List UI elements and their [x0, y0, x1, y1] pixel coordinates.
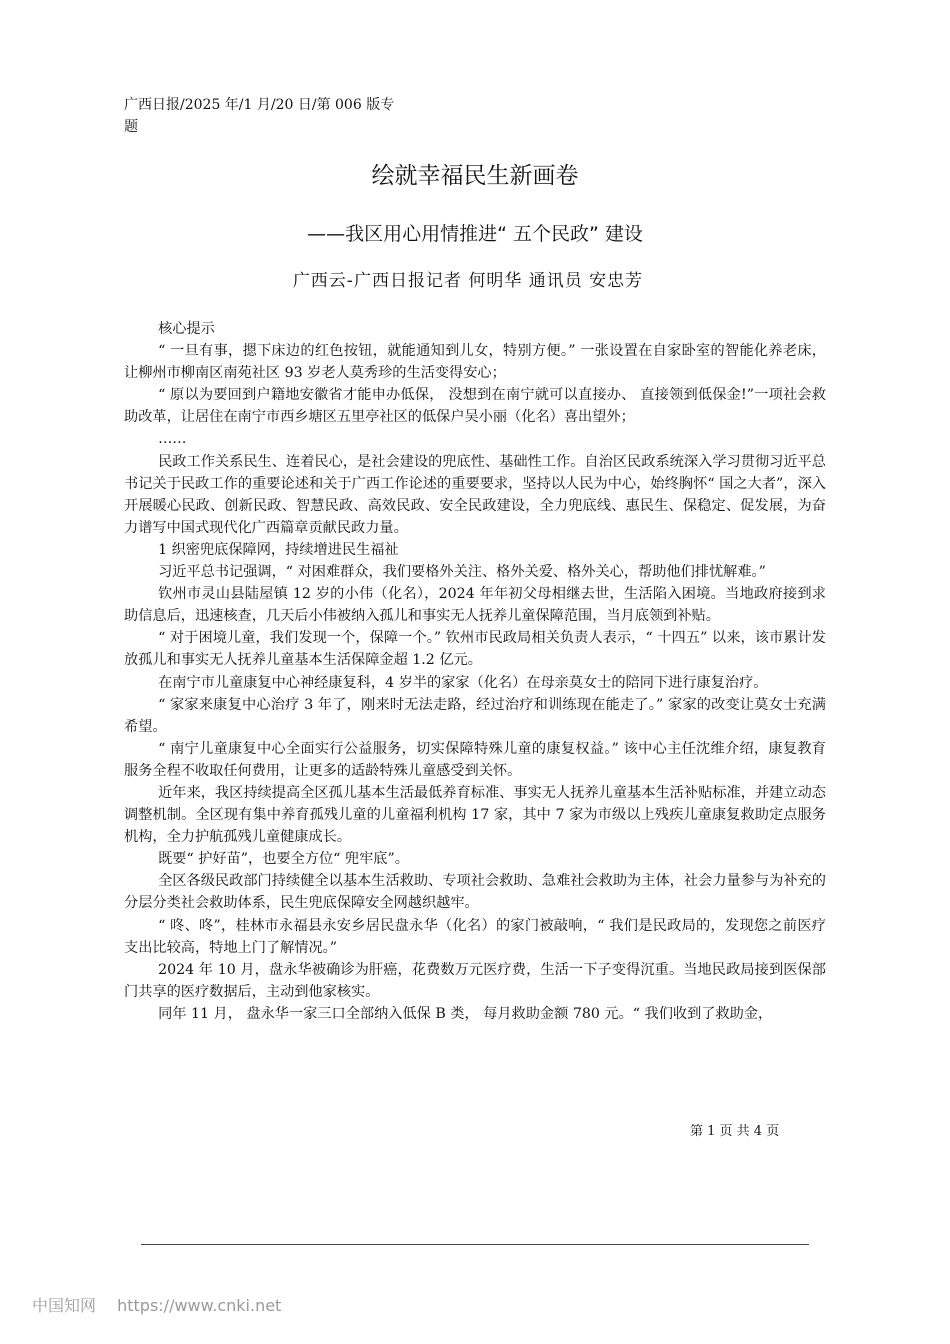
paragraph: 全区各级民政部门持续健全以基本生活救助、专项社会救助、急难社会救助为主体，社会力量参与为补充的分层分类社会救助体系，民生兜底保障安全网越织越牢。 — [124, 873, 826, 912]
paragraph: 钦州市灵山县陆屋镇 12 岁的小伟（化名），2024 年年初父母相继去世，生活陷入困境。当地政府接到求助信息后，迅速核查，几天后小伟被纳入孤儿和事实无人抚养儿童保障范围，当月底领到补贴。 — [124, 586, 826, 625]
paragraph: 同年 11 月， 盘永华一家三口全部纳入低保 B 类， 每月救助金额 780 元。“ 我们收到了救助金， — [158, 1005, 773, 1022]
page-indicator: 第 1 页 共 4 页 — [690, 1124, 780, 1139]
source-line: 广西日报/2025 年/1 月/20 日/第 006 版专题 — [124, 97, 395, 135]
watermark-url: https://www.cnki.net — [117, 1296, 282, 1315]
cnki-watermark — [32, 1294, 281, 1318]
paragraph: “ 家家来康复中心治疗 3 年了，刚来时无法走路，经过治疗和训练现在能走了。” 家家的改变让莫女士充满希望。 — [124, 696, 826, 735]
section-heading: 1 织密兜底保障网，持续增进民生福祉 — [158, 541, 399, 558]
ellipsis: …… — [158, 431, 187, 448]
watermark-brand: 中国知网 — [32, 1296, 97, 1315]
paragraph: 近年来，我区持续提高全区孤儿基本生活最低养育标准、事实无人抚养儿童基本生活补贴标准，并建立动态调整机制。全区现有集中养育孤残儿童的儿童福利机构 17 家，其中 7 家为市级以上残疾儿童康复救助定点服务机构，全力护航孤残儿童健康成长。 — [124, 784, 826, 846]
paragraph: “ 一旦有事，摁下床边的红色按钮，就能通知到儿女，特别方便。” 一张设置在自家卧室的智能化养老床，让柳州市柳南区南苑社区 93 岁老人莫秀珍的生活变得安心； — [124, 343, 826, 382]
paragraph: “ 南宁儿童康复中心全面实行公益服务，切实保障特殊儿童的康复权益。” 该中心主任沈维介绍，康复教育服务全程不收取任何费用，让更多的适龄特殊儿童感受到关怀。 — [124, 740, 826, 779]
footer-divider — [141, 1244, 809, 1245]
article-title: 绘就幸福民生新画卷 — [371, 163, 579, 189]
paragraph: “ 原以为要回到户籍地安徽省才能申办低保， 没想到在南宁就可以直接办、 直接领到低保金!”一项社会救助改革，让居住在南宁市西乡塘区五里亭社区的低保户吴小丽（化名）喜出望外； — [124, 387, 826, 426]
article-subtitle: ——我区用心用情推进“ 五个民政” 建设 — [307, 223, 643, 245]
paragraph: “ 咚、咚”，桂林市永福县永安乡居民盘永华（化名）的家门被敲响，“ 我们是民政局的，发现您之前医疗支出比较高，特地上门了解情况。” — [124, 917, 826, 956]
section-label: 核心提示 — [158, 321, 215, 337]
paragraph: 民政工作关系民生、连着民心，是社会建设的兜底性、基础性工作。自治区民政系统深入学习贯彻习近平总书记关于民政工作的重要论述和关于广西工作论述的重要要求，坚持以人民为中心，始终胸怀“ 国之大者”，深入开展暖心民政、创新民政、智慧民政、高效民政、安全民政建设，全力兜底线、惠民生、保稳定、促发展，为奋力谱写中国式现代化广西篇章贡献民政力量。 — [124, 453, 826, 536]
paragraph: “ 对于困境儿童，我们发现一个，保障一个。” 钦州市民政局相关负责人表示，“ 十四五” 以来，该市累计发放孤儿和事实无人抚养儿童基本生活保障金超 1.2 亿元。 — [124, 630, 826, 669]
paragraph: 在南宁市儿童康复中心神经康复科，4 岁半的家家（化名）在母亲莫女士的陪同下进行康复治疗。 — [158, 674, 768, 691]
article-byline: 广西云-广西日报记者 何明华 通讯员 安忠芳 — [292, 271, 644, 291]
article-body — [124, 318, 826, 1025]
paragraph: 既要“ 护好苗”，也要全方位“ 兜牢底”。 — [158, 851, 409, 868]
paragraph: 习近平总书记强调，“ 对困难群众，我们要格外关注、格外关爱、格外关心，帮助他们排忧解难。” — [158, 564, 766, 581]
paragraph: 2024 年 10 月，盘永华被确诊为肝癌，花费数万元医疗费，生活一下子变得沉重。当地民政局接到医保部门共享的医疗数据后，主动到他家核实。 — [124, 961, 826, 1000]
